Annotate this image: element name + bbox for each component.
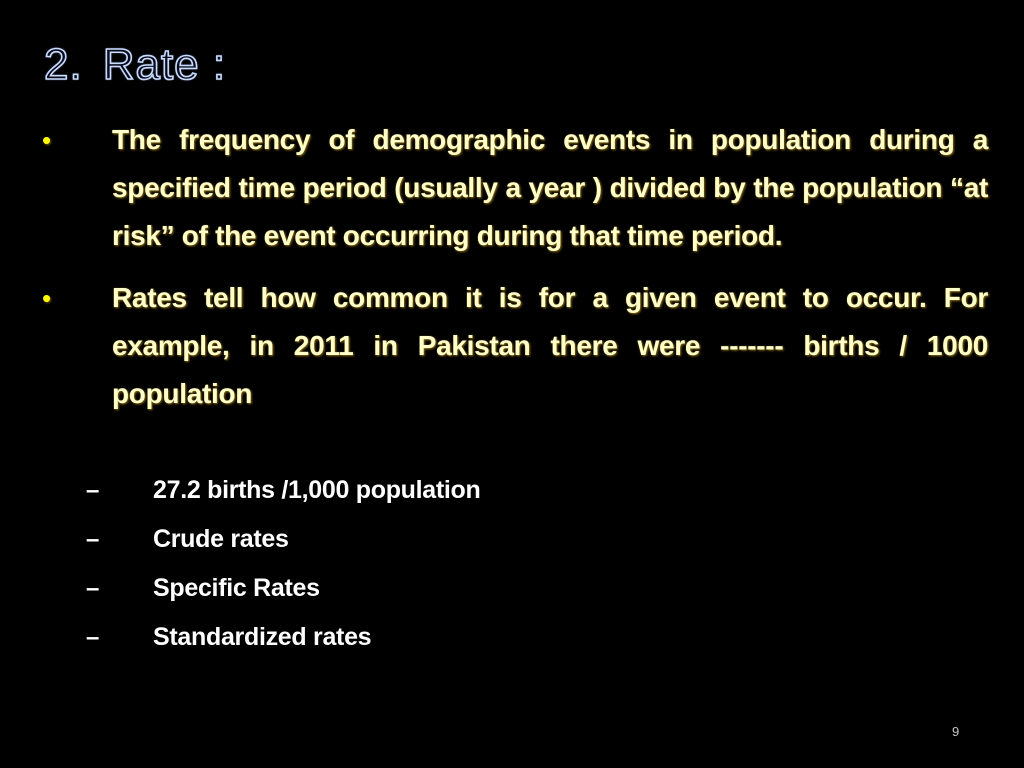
bullet-marker: • bbox=[42, 125, 52, 155]
page-number: 9 bbox=[952, 724, 960, 739]
sub-bullet-item bbox=[86, 515, 481, 564]
dash-marker: – bbox=[86, 574, 100, 602]
title-text: Rate : bbox=[102, 40, 227, 89]
sub-bullet-list bbox=[86, 466, 481, 662]
bullet-text: The frequency of demographic events in population during a specified time period (usually a year ) divided by the population “at risk” of the event occurring during that time period. bbox=[112, 124, 988, 251]
slide-title bbox=[44, 40, 226, 90]
bullet-item bbox=[40, 274, 988, 418]
bullet-list bbox=[40, 116, 988, 432]
sub-bullet-text: Standardized rates bbox=[153, 623, 372, 651]
sub-bullet-item bbox=[86, 466, 481, 515]
bullet-marker: • bbox=[42, 283, 52, 313]
dash-marker: – bbox=[86, 623, 100, 651]
bullet-text: Rates tell how common it is for a given event to occur. For example, in 2011 in Pakistan there were ------- births / 1000 population bbox=[112, 282, 988, 409]
sub-bullet-text: Crude rates bbox=[153, 525, 289, 553]
dash-marker: – bbox=[86, 476, 100, 504]
dash-marker: – bbox=[86, 525, 100, 553]
sub-bullet-text: Specific Rates bbox=[153, 574, 320, 602]
sub-bullet-item bbox=[86, 613, 481, 662]
bullet-item bbox=[40, 116, 988, 260]
sub-bullet-item bbox=[86, 564, 481, 613]
sub-bullet-text: 27.2 births /1,000 population bbox=[153, 476, 481, 504]
title-number: 2. bbox=[44, 40, 83, 89]
